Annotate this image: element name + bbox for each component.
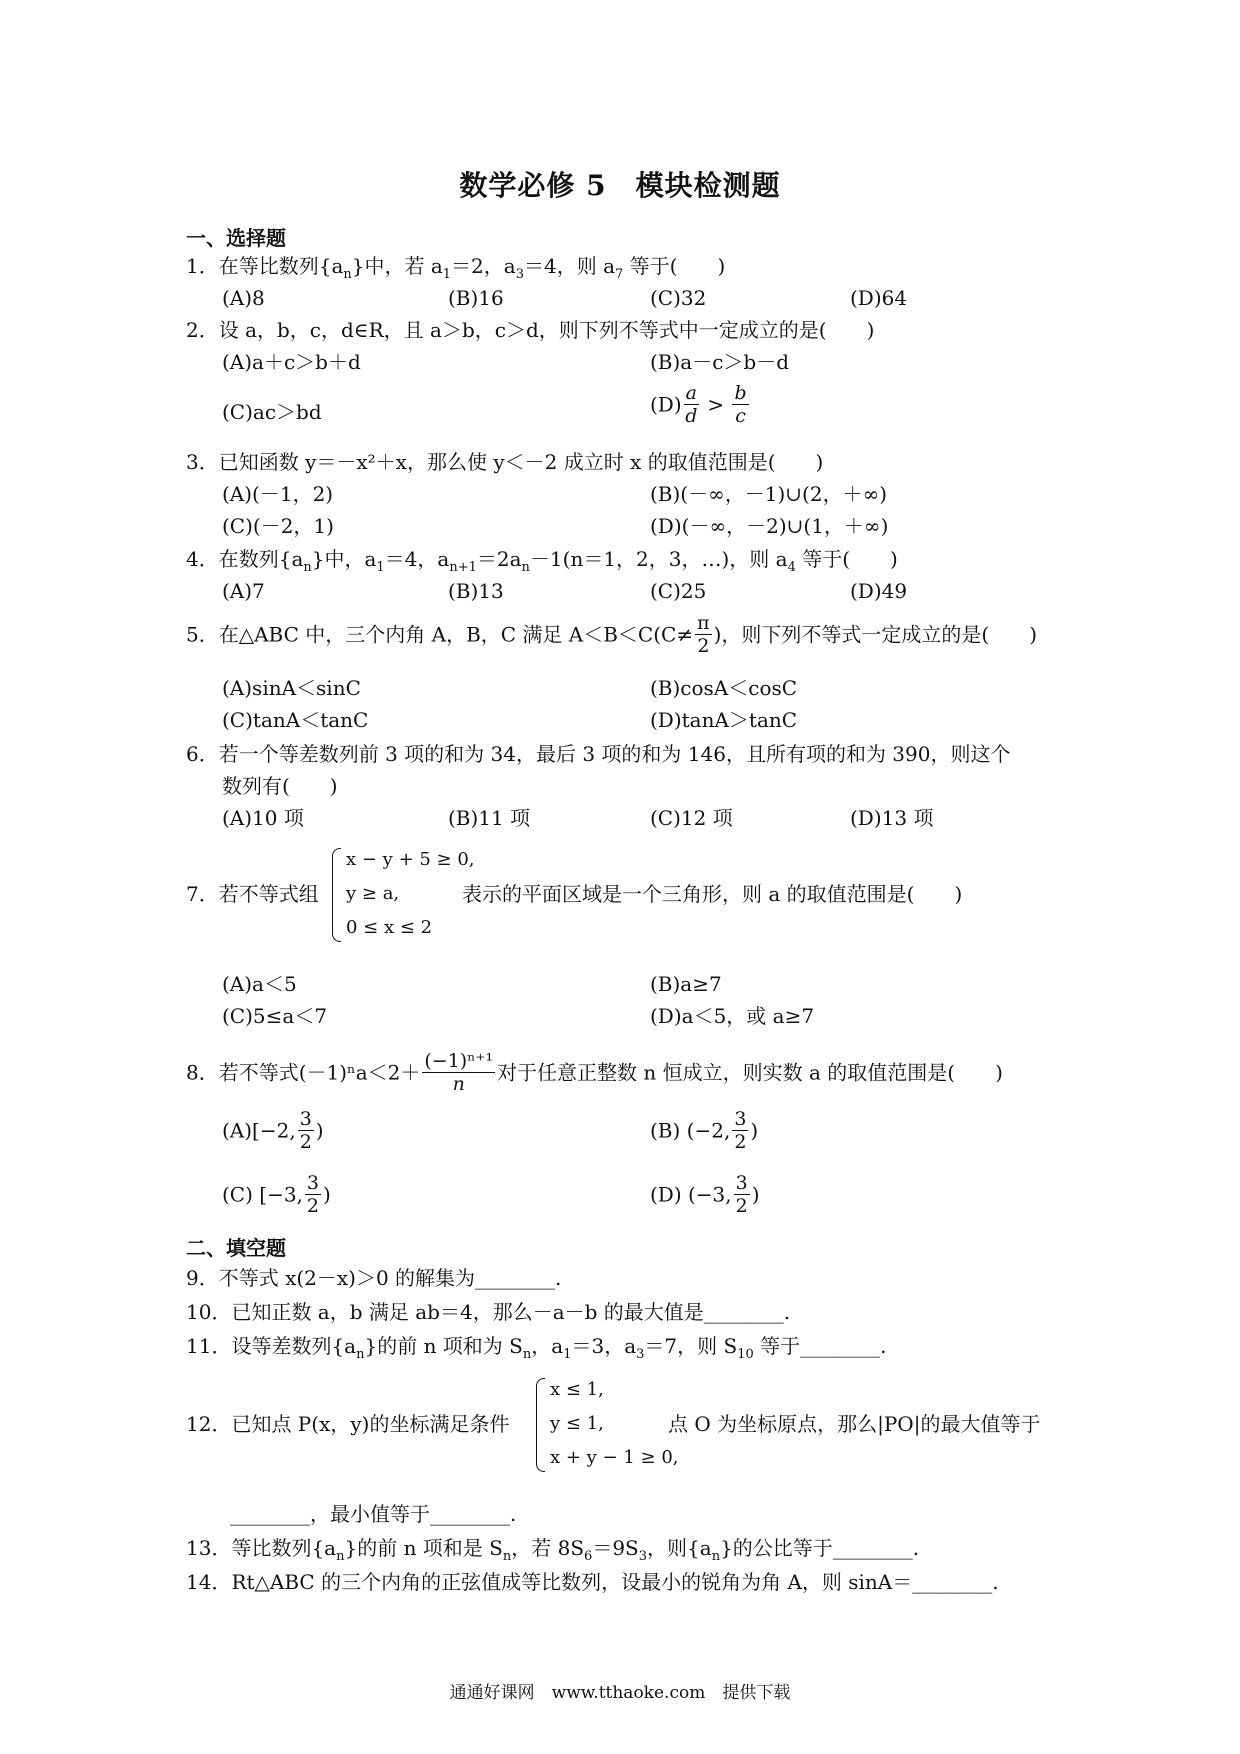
q7-tail: 表示的平面区域是一个三角形，则 a 的取值范围是( )	[462, 882, 963, 906]
q8-option-a: (A)[−2, $\frac{3}{2}$ )	[222, 1108, 324, 1153]
section-choice: 一、选择题	[186, 226, 286, 250]
section-fill: 二、填空题	[186, 1236, 286, 1260]
q2-option-d: (D) $\frac{a}{d}$ > $\frac{b}{c}$	[650, 382, 747, 427]
q6-option-a: (A)10 项	[222, 806, 304, 830]
q6-stem: 6．若一个等差数列前 3 项的和为 34，最后 3 项的和为 146，且所有项的和为 390，则这个	[186, 742, 1011, 766]
page-footer: 通通好课网 www.tthaoke.com 提供下载	[449, 1683, 791, 1703]
q2-option-a: (A)a＋c＞b＋d	[222, 350, 361, 374]
q2-option-c: (C)ac＞bd	[222, 400, 322, 424]
q10-stem: 10．已知正数 a，b 满足 ab＝4，那么－a－b 的最大值是________.	[186, 1300, 791, 1324]
q7-option-b: (B)a≥7	[650, 972, 722, 996]
q8-option-c: (C) [−3, $\frac{3}{2}$ )	[222, 1172, 331, 1217]
q6-option-b: (B)11 项	[448, 806, 531, 830]
q5-option-d: (D)tanA＞tanC	[650, 708, 798, 732]
q4-option-c: (C)25	[650, 579, 707, 603]
q3-option-a: (A)(－1，2)	[222, 482, 334, 506]
q1-stem: 1．在等比数列$\{a_n\}$中，若 $a_1=2$，$a_3=4$，则 $a_7$ 等于( )	[186, 254, 726, 282]
q6-option-c: (C)12 项	[650, 806, 733, 830]
q14-stem: 14．Rt△ABC 的三个内角的正弦值成等比数列，设最小的锐角为角 A，则 sinA＝________.	[186, 1570, 999, 1594]
q7-inequality-2: y ≥ a,	[346, 883, 400, 904]
q3-stem: 3．已知函数 y＝－x²＋x，那么使 y＜－2 成立时 x 的取值范围是( )	[186, 450, 824, 474]
q1-option-a: (A)8	[222, 286, 265, 310]
q8-stem: 8．若不等式(－1)ⁿa＜2＋ $\frac{\text{(−1)ⁿ⁺¹}}{n}$ 对于任意正整数 n 恒成立，则实数 a 的取值范围是( )	[186, 1050, 1003, 1095]
q7-inequality-3: 0 ≤ x ≤ 2	[346, 917, 433, 938]
q7-option-d: (D)a＜5，或 a≥7	[650, 1004, 815, 1028]
q7-option-c: (C)5≤a＜7	[222, 1004, 328, 1028]
q7-system-brace	[332, 848, 341, 942]
q2-option-b: (B)a－c＞b－d	[650, 350, 790, 374]
q1-option-c: (C)32	[650, 286, 707, 310]
q2-stem: 2．设 a，b，c，d∈R，且 a＞b，c＞d，则下列不等式中一定成立的是( )	[186, 318, 875, 342]
q4-option-b: (B)13	[448, 579, 504, 603]
q12-tail: 点 O 为坐标原点，那么|PO|的最大值等于	[668, 1412, 1041, 1436]
q13-stem: 13．等比数列$\{a_n\}$的前 n 项和是 $S_n$，若 $8S_6=9S_3$，则$\{a_n\}$的公比等于________.	[186, 1536, 920, 1564]
q8-option-b: (B) (−2, $\frac{3}{2}$ )	[650, 1108, 759, 1153]
q6-stem-continued: 数列有( )	[222, 774, 338, 798]
q3-option-b: (B)(－∞，－1)∪(2，＋∞)	[650, 482, 888, 506]
q4-option-d: (D)49	[850, 579, 908, 603]
q5-option-a: (A)sinA＜sinC	[222, 676, 361, 700]
q12-continued: ________，最小值等于________.	[230, 1502, 517, 1526]
q5-option-c: (C)tanA＜tanC	[222, 708, 369, 732]
q9-stem: 9．不等式 x(2－x)＞0 的解集为________.	[186, 1266, 562, 1290]
q5-option-b: (B)cosA＜cosC	[650, 676, 798, 700]
q12-condition-2: y ≤ 1,	[550, 1413, 604, 1434]
q3-option-c: (C)(－2，1)	[222, 514, 334, 538]
q1-option-b: (B)16	[448, 286, 504, 310]
q5-stem: 5．在△ABC 中，三个内角 A，B，C 满足 A＜B＜C(C≠ $\frac{\pi}{2}$ )，则下列不等式一定成立的是( )	[186, 612, 1038, 657]
q7-inequality-1: x − y + 5 ≥ 0,	[346, 849, 475, 870]
q4-option-a: (A)7	[222, 579, 265, 603]
q3-option-d: (D)(－∞，－2)∪(1，＋∞)	[650, 514, 889, 538]
q4-stem: 4．在数列$\{a_n\}$中，$a_1=4$，$a_{n+1}=2a_n-1(n=1$，2，3，…)，则 $a_4$ 等于( )	[186, 547, 898, 575]
q1-option-d: (D)64	[850, 286, 908, 310]
q12-condition-3: x + y − 1 ≥ 0,	[550, 1447, 679, 1468]
q7-lead: 7．若不等式组	[186, 882, 319, 906]
page-title: 数学必修 5 模块检测题	[459, 169, 781, 202]
q6-option-d: (D)13 项	[850, 806, 934, 830]
q12-system-brace	[536, 1378, 545, 1472]
q12-lead: 12．已知点 P(x，y)的坐标满足条件	[186, 1412, 510, 1436]
q12-condition-1: x ≤ 1,	[550, 1379, 604, 1400]
q11-stem: 11．设等差数列$\{a_n\}$的前 n 项和为 $S_n$，$a_1=3$，$a_3=7$，则 $S_{10}$ 等于________.	[186, 1334, 887, 1362]
q7-option-a: (A)a＜5	[222, 972, 297, 996]
q8-option-d: (D) (−3, $\frac{3}{2}$ )	[650, 1172, 760, 1217]
